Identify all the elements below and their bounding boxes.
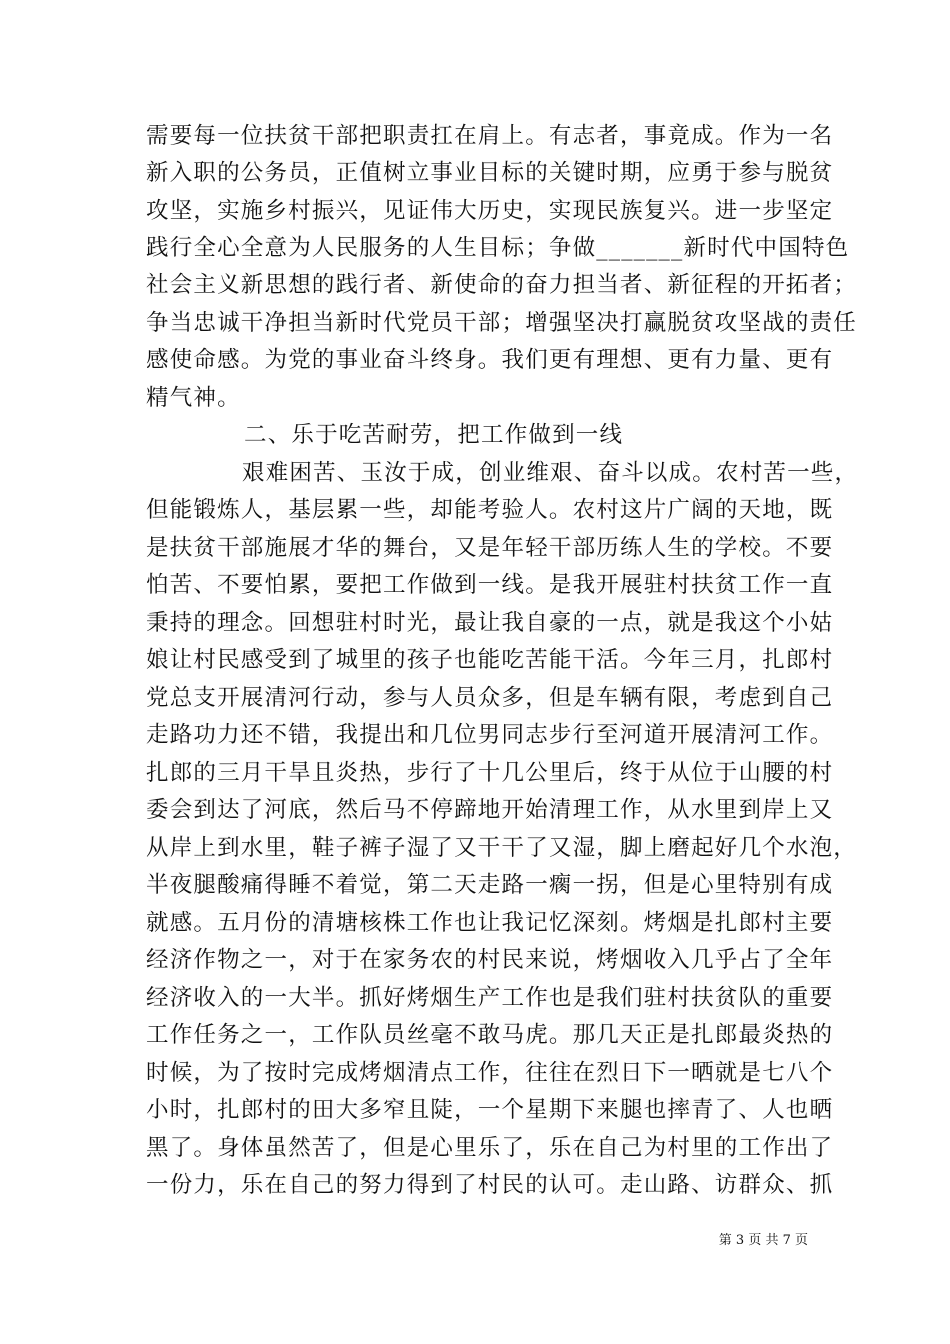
body-text-line: 是扶贫干部施展才华的舞台，又是年轻干部历练人生的学校。不要 [146, 535, 834, 561]
section-heading: 二、乐于吃苦耐劳，把工作做到一线 [244, 422, 624, 448]
body-text-line: 新入职的公务员，正值树立事业目标的关键时期，应勇于参与脱贫 [146, 160, 834, 186]
body-text-line: 时候，为了按时完成烤烟清点工作，往往在烈日下一晒就是七八个 [146, 1060, 834, 1086]
body-text-line: 社会主义新思想的践行者、新使命的奋力担当者、新征程的开拓者； [146, 272, 858, 298]
body-text-line: 但能锻炼人，基层累一些，却能考验人。农村这片广阔的天地，既 [146, 497, 834, 523]
body-text-line: 从岸上到水里，鞋子裤子湿了又干干了又湿，脚上磨起好几个水泡， [146, 835, 858, 861]
body-text-line: 娘让村民感受到了城里的孩子也能吃苦能干活。今年三月，扎郎村 [146, 647, 834, 673]
body-text-line: 黑了。身体虽然苦了，但是心里乐了，乐在自己为村里的工作出了 [146, 1135, 834, 1161]
body-text-line: 经济作物之一，对于在家务农的村民来说，烤烟收入几乎占了全年 [146, 947, 834, 973]
body-text-line: 怕苦、不要怕累，要把工作做到一线。是我开展驻村扶贫工作一直 [146, 572, 834, 598]
body-text-line: 党总支开展清河行动，参与人员众多，但是车辆有限，考虑到自己 [146, 685, 834, 711]
body-text-line: 就感。五月份的清塘核株工作也让我记忆深刻。烤烟是扎郎村主要 [146, 910, 834, 936]
body-text-line: 经济收入的一大半。抓好烤烟生产工作也是我们驻村扶贫队的重要 [146, 985, 834, 1011]
body-text-line: 扎郎的三月干旱且炎热，步行了十几公里后，终于从位于山腰的村 [146, 760, 834, 786]
page-number-footer: 第 3 页 共 7 页 [718, 1233, 808, 1248]
body-text-line: 需要每一位扶贫干部把职责扛在肩上。有志者，事竟成。作为一名 [146, 123, 834, 149]
body-text-line: 感使命感。为党的事业奋斗终身。我们更有理想、更有力量、更有 [146, 347, 834, 373]
body-text-line: 小时，扎郎村的田大多窄且陡，一个星期下来腿也摔青了、人也晒 [146, 1097, 834, 1123]
body-text-line: 工作任务之一，工作队员丝毫不敢马虎。那几天正是扎郎最炎热的 [146, 1022, 834, 1048]
body-text-line: 践行全心全意为人民服务的人生目标；争做_______新时代中国特色 [146, 235, 850, 261]
body-text-line: 争当忠诚干净担当新时代党员干部；增强坚决打赢脱贫攻坚战的责任 [146, 310, 858, 336]
body-text-line: 精气神。 [146, 385, 241, 411]
body-text-line: 半夜腿酸痛得睡不着觉，第二天走路一瘸一拐，但是心里特别有成 [146, 872, 834, 898]
body-text-line: 一份力，乐在自己的努力得到了村民的认可。走山路、访群众、抓 [146, 1172, 834, 1198]
body-text-line: 攻坚，实施乡村振兴，见证伟大历史，实现民族复兴。进一步坚定 [146, 198, 834, 224]
body-text-line: 走路功力还不错，我提出和几位男同志步行至河道开展清河工作。 [146, 722, 834, 748]
body-text-line: 委会到达了河底，然后马不停蹄地开始清理工作，从水里到岸上又 [146, 797, 834, 823]
body-text-line: 艰难困苦、玉汝于成，创业维艰、奋斗以成。农村苦一些， [242, 460, 859, 486]
body-text-line: 秉持的理念。回想驻村时光，最让我自豪的一点，就是我这个小姑 [146, 610, 834, 636]
